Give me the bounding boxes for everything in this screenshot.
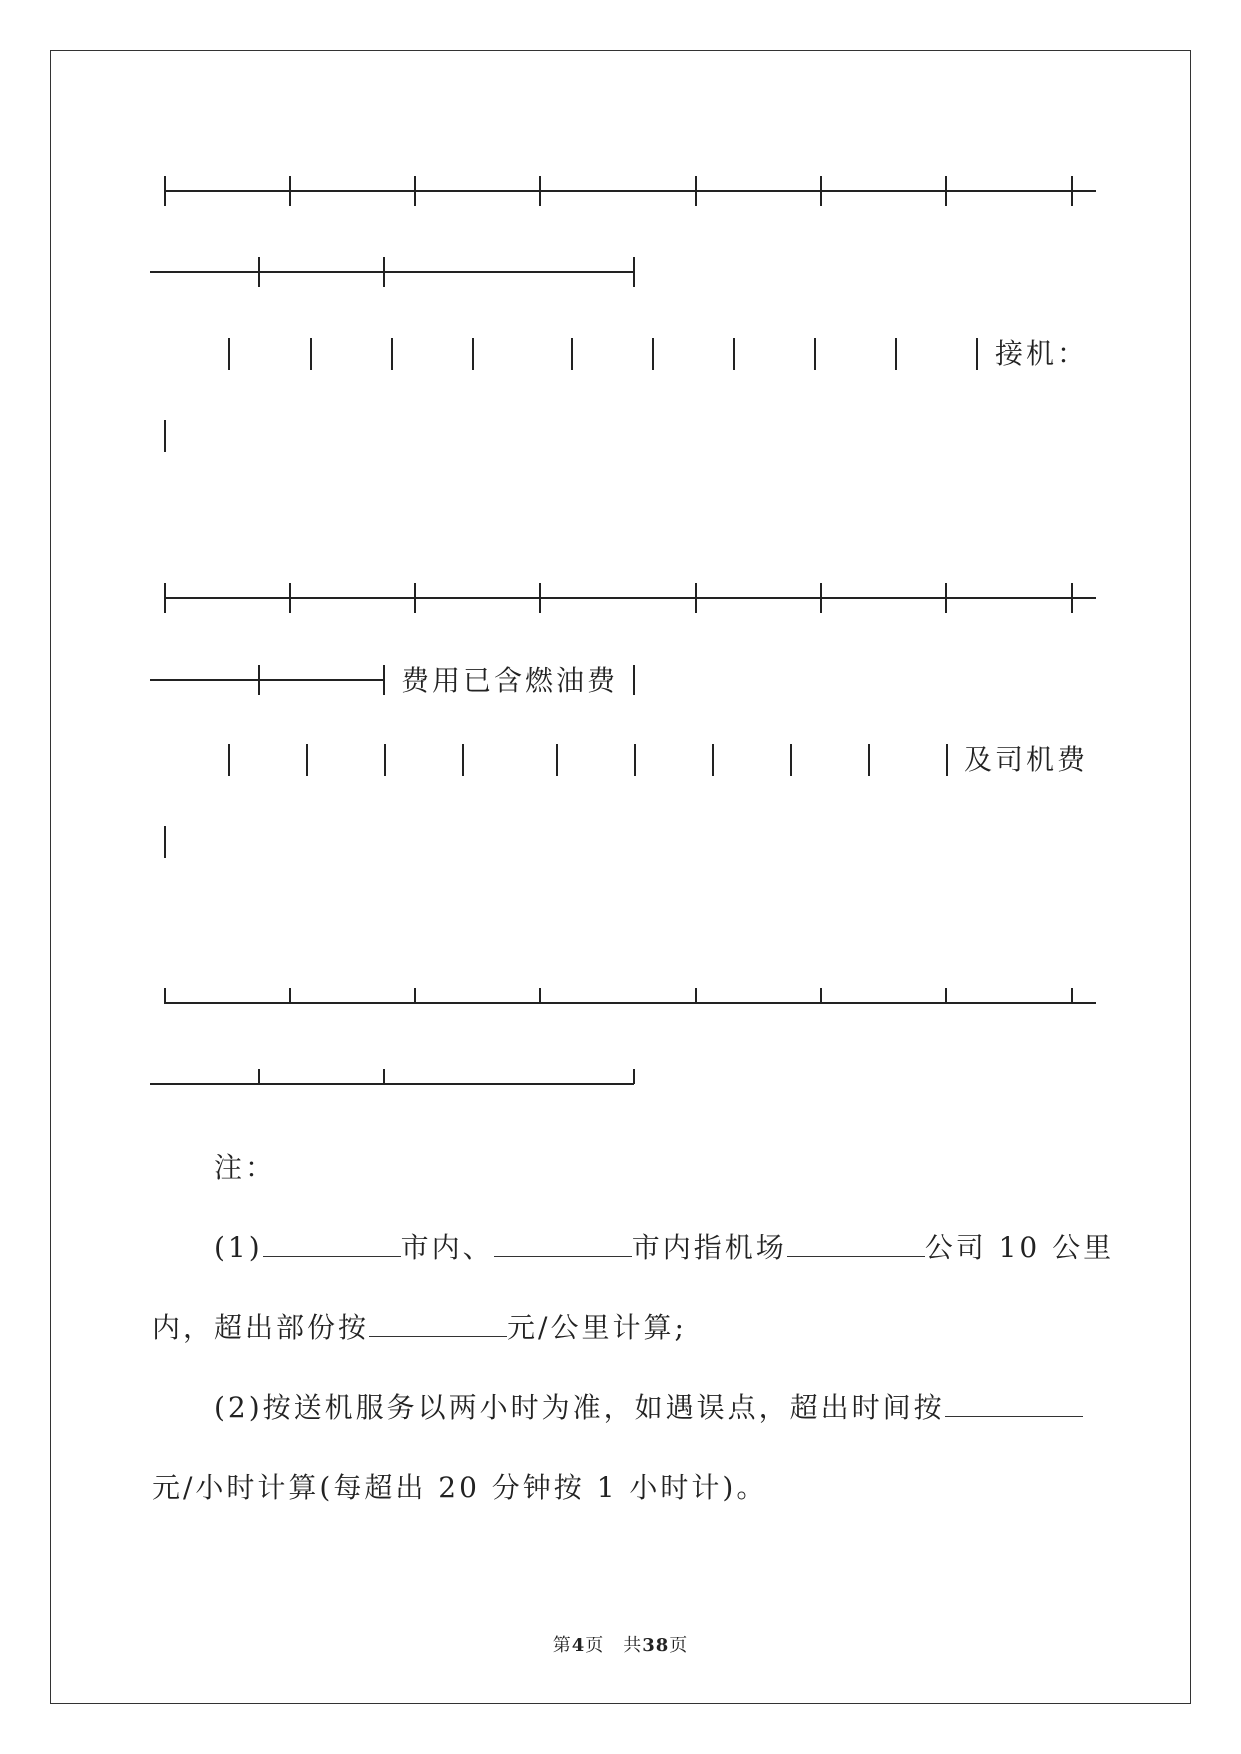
tick <box>289 176 291 206</box>
fee-included-label: 费用已含燃油费 <box>401 664 619 697</box>
tick <box>164 176 166 206</box>
tick <box>1071 583 1073 613</box>
cell-divider <box>306 744 308 776</box>
cell-divider <box>733 338 735 370</box>
page-number: 4 <box>571 1635 586 1656</box>
cell-divider <box>472 338 474 370</box>
note-1-prefix: (1) <box>214 1231 263 1264</box>
tick <box>945 176 947 206</box>
tick <box>820 988 822 1003</box>
note-1-line-2-a: 内，超出部份按 <box>152 1311 370 1344</box>
note-1-city-airport: 市内指机场 <box>631 1231 787 1264</box>
blank-field <box>369 1310 507 1337</box>
tick <box>695 583 697 613</box>
tick <box>695 988 697 1003</box>
tick <box>820 176 822 206</box>
tick <box>289 988 291 1003</box>
tick <box>695 176 697 206</box>
note-1-city-in: 市内、 <box>400 1231 494 1264</box>
tick <box>383 665 385 695</box>
blank-field <box>494 1230 632 1257</box>
cell-divider <box>634 744 636 776</box>
table-rule-bottom-3 <box>164 1002 1096 1004</box>
cell-divider <box>946 744 948 776</box>
table-rule-bottom-3b <box>150 1083 634 1085</box>
blank-field <box>263 1230 401 1257</box>
tick <box>1071 176 1073 206</box>
cell-divider <box>868 744 870 776</box>
cell-divider <box>790 744 792 776</box>
note-1-line-2-b: 元/公里计算; <box>507 1311 687 1344</box>
tick <box>383 257 385 287</box>
tick <box>945 988 947 1003</box>
pickup-label: 接机： <box>995 337 1089 370</box>
cell-divider <box>164 420 166 452</box>
cell-divider <box>712 744 714 776</box>
note-1-line-1 <box>214 1228 1114 1268</box>
tick <box>820 583 822 613</box>
page-border <box>50 50 1191 1704</box>
tick <box>633 257 635 287</box>
note-1-line-2 <box>152 1308 687 1348</box>
cell-divider <box>228 338 230 370</box>
page-footer <box>0 1634 1241 1658</box>
note-2-line-1 <box>214 1388 1083 1428</box>
cell-divider <box>814 338 816 370</box>
cell-divider <box>976 338 978 370</box>
cell-divider <box>633 665 635 695</box>
page-mid: 页 共 <box>585 1635 643 1656</box>
cell-divider <box>462 744 464 776</box>
tick <box>289 583 291 613</box>
tick <box>539 988 541 1003</box>
cell-divider <box>556 744 558 776</box>
page-total: 38 <box>642 1635 670 1656</box>
cell-divider <box>571 338 573 370</box>
cell-divider <box>391 338 393 370</box>
tick <box>633 1069 635 1084</box>
tick <box>258 257 260 287</box>
notes-heading: 注： <box>214 1151 277 1184</box>
tick <box>539 176 541 206</box>
tick <box>383 1069 385 1084</box>
cell-divider <box>164 826 166 858</box>
table-rule-mid-2 <box>164 597 1096 599</box>
cell-divider <box>895 338 897 370</box>
tick <box>414 583 416 613</box>
note-2-text: (2)按送机服务以两小时为准，如遇误点，超出时间按 <box>214 1391 945 1424</box>
cell-divider <box>384 744 386 776</box>
blank-field <box>787 1230 925 1257</box>
table-rule-top-1 <box>164 190 1096 192</box>
cell-divider <box>652 338 654 370</box>
note-2-line-2: 元/小时计算(每超出 20 分钟按 1 小时计)。 <box>152 1471 768 1504</box>
cell-divider <box>228 744 230 776</box>
page-suffix: 页 <box>669 1635 689 1656</box>
tick <box>945 583 947 613</box>
table-rule-top-1b <box>150 271 634 273</box>
tick <box>164 583 166 613</box>
tick <box>258 665 260 695</box>
tick <box>258 1069 260 1084</box>
page-prefix: 第 <box>552 1635 572 1656</box>
tick <box>539 583 541 613</box>
table-rule-mid-2b <box>150 679 384 681</box>
note-1-company: 公司 10 公里 <box>924 1231 1115 1264</box>
tick <box>164 988 166 1003</box>
cell-divider <box>310 338 312 370</box>
driver-fee-label: 及司机费 <box>964 743 1089 776</box>
tick <box>414 988 416 1003</box>
tick <box>1071 988 1073 1003</box>
tick <box>414 176 416 206</box>
blank-field <box>945 1390 1083 1417</box>
